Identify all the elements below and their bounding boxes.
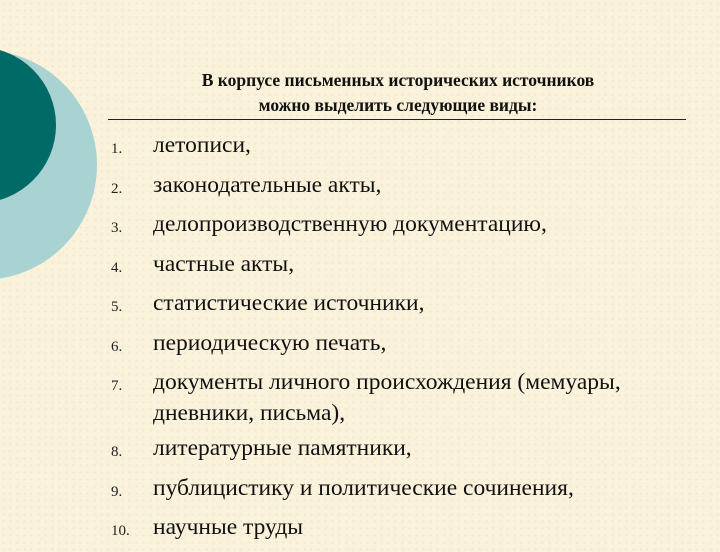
list-text: законодательные акты, [153,171,382,198]
sources-list [111,130,701,552]
list-item [111,288,701,323]
list-text: научные труды [153,514,304,540]
list-text: делопроизводственную документацию, [153,211,547,237]
list-item [111,249,701,284]
list-number: 6. [111,338,123,355]
list-number: 5. [111,299,123,315]
list-text: публицистику и политические сочинения, [153,474,574,501]
list-number: 10. [111,523,130,539]
title-line-2: можно выделить следующие виды: [258,95,538,115]
list-text: частные акты, [153,250,295,277]
list-text: документы личного происхождения (мемуары, дневники, письма), [153,369,621,426]
list-item [111,328,701,363]
decorative-circles [0,0,120,300]
list-number: 1. [111,141,123,157]
list-number: 9. [111,483,123,500]
list-text: статистические источники, [153,290,425,316]
list-number: 8. [111,444,123,460]
list-item [111,367,701,428]
list-item [111,473,701,508]
list-number: 2. [111,180,123,197]
title-line-1: В корпусе письменных исторических источников [201,70,595,90]
list-item [111,512,701,547]
list-item [111,209,701,244]
slide-title [110,68,686,118]
list-number: 4. [111,259,123,276]
list-item [111,433,701,468]
list-number: 7. [111,378,123,394]
list-text: летописи, [153,132,251,158]
list-item [111,170,701,205]
list-number: 3. [111,220,123,236]
list-text: литературные памятники, [153,435,412,461]
list-item [111,130,701,165]
title-underline [108,119,686,120]
list-text: периодическую печать, [153,329,387,356]
